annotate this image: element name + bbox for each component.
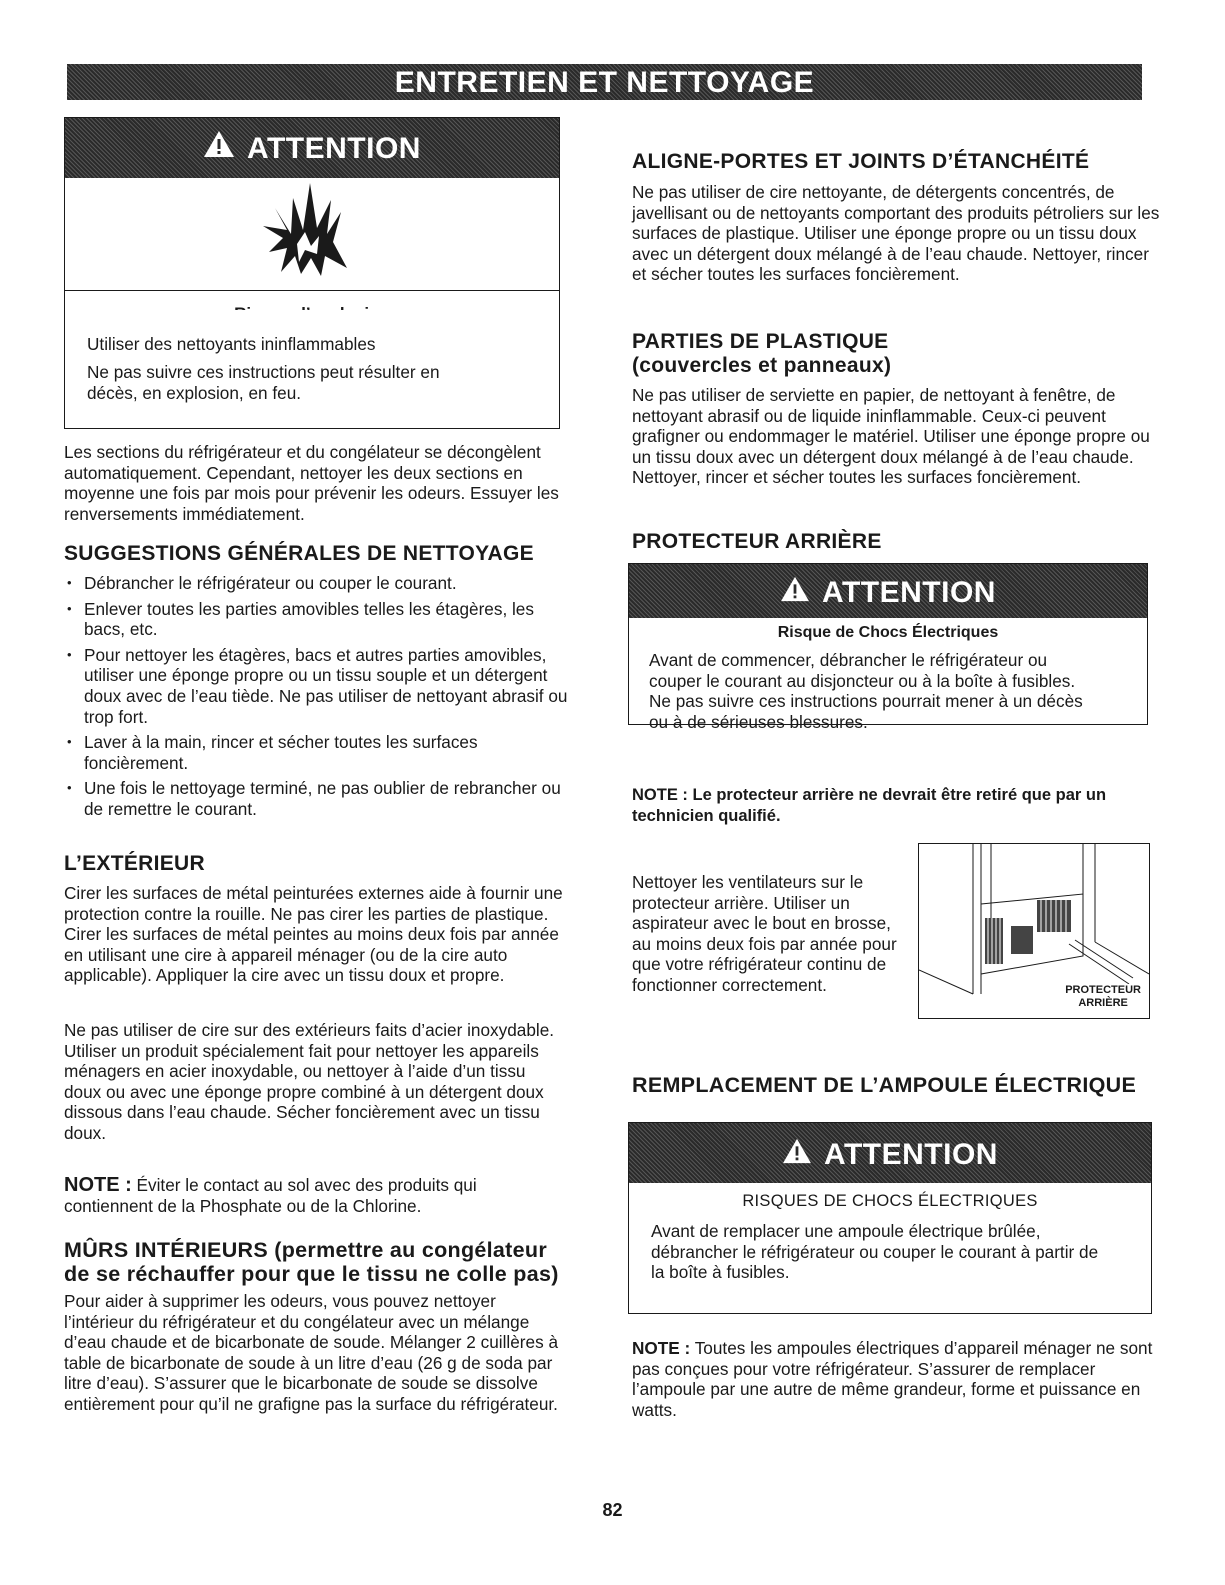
gaskets-heading: ALIGNE-PORTES ET JOINTS D’ÉTANCHÉITÉ	[632, 150, 1090, 173]
list-item: • Enlever toutes les parties amovibles telles les étagères, les bacs, etc.	[64, 599, 574, 640]
warning-header-text: ATTENTION	[822, 576, 996, 609]
warning-header	[65, 118, 559, 178]
exterior-note	[64, 1175, 564, 1216]
exterior-paragraph-1: Cirer les surfaces de métal peinturées externes aide à fournir une protection contre la rouille. Ne pas cirer les parties de plastique. Cirer les surfaces de métal peintes au moins deux fois par année en utilisant une cire à appareil ménager (ou de la cire auto applicable). Appliquer la cire avec un tissu doux et propre.	[64, 883, 563, 986]
warning-triangle-icon	[782, 1123, 812, 1187]
warning-text: Avant de remplacer une ampoule électrique brûlée, débrancher le réfrigérateur ou couper le courant à partir de la boîte à fusibles.	[651, 1221, 1099, 1283]
rear-heading: PROTECTEUR ARRIÈRE	[632, 530, 882, 553]
note-label: NOTE :	[632, 1338, 691, 1358]
explosion-warning-box	[64, 117, 560, 313]
general-list	[64, 573, 574, 825]
warning-triangle-icon	[203, 118, 235, 180]
walls-heading	[64, 1238, 604, 1286]
section-banner	[67, 64, 1142, 100]
plastic-heading-line1: PARTIES DE PLASTIQUE	[632, 330, 889, 353]
rear-guard-figure	[918, 843, 1150, 1019]
walls-heading-line2: de se réchauffer pour que le tissu ne colle pas)	[64, 1262, 559, 1286]
warning-header	[629, 564, 1147, 618]
warning-subtitle: RISQUES DE CHOCS ÉLECTRIQUES	[742, 1192, 1038, 1210]
exterior-paragraph-2: Ne pas utiliser de cire sur des extérieurs faits d’acier inoxydable. Utiliser un produit spécialement fait pour nettoyer les appareils ménagers en acier inoxydable, ou nettoyer à l’aide d’un tissu doux ou avec une éponge propre combiné à un détergent doux dissous dans l’eau chaude. Sécher foncièrement avec un tissu doux.	[64, 1020, 555, 1143]
warning-header	[629, 1123, 1151, 1183]
note-label: NOTE :	[64, 1174, 132, 1196]
plastic-paragraph: Ne pas utiliser de serviette en papier, de nettoyant à fenêtre, de nettoyant abrasif ou de liquide ininflammable. Ceux-ci peuvent grafigner ou endommager le matériel. Utiliser une éponge propre ou un tissu doux avec un détergent doux mélangé à de l’eau chaude. Nettoyer, rincer et sécher toutes les surfaces foncièrement.	[632, 385, 1150, 488]
shock-warning-box	[628, 563, 1148, 732]
figure-label-line1: PROTECTEUR	[1065, 984, 1141, 996]
figure-label-line2: ARRIÈRE	[1078, 997, 1128, 1009]
intro-paragraph: Les sections du réfrigérateur et du congélateur se décongèlent automatiquement. Cependant, nettoyer les deux sections en moyenne une fois par mois pour prévenir les odeurs. Essuyer les renversements immédiatement.	[64, 442, 559, 524]
bulb-warning-box	[628, 1122, 1152, 1314]
warning-header-text: ATTENTION	[247, 132, 421, 165]
figure-label	[1065, 984, 1141, 1010]
plastic-heading-line2: (couvercles et panneaux)	[632, 354, 892, 377]
general-heading: SUGGESTIONS GÉNÉRALES DE NETTOYAGE	[64, 542, 534, 565]
bulb-heading: REMPLACEMENT DE L’AMPOULE ÉLECTRIQUE	[632, 1073, 1137, 1097]
walls-paragraph: Pour aider à supprimer les odeurs, vous pouvez nettoyer l’intérieur du réfrigérateur et du congélateur avec un mélange d’eau chaude et de bicarbonate de soude. Mélanger 2 cuillères à table de bicarbonate de soude à un litre d’eau (26 g de soda par litre d’eau). S’assurer que le bicarbonate de soude se dissolve entièrement pour qu’il ne grafigne pas la surface du réfrigérateur.	[64, 1291, 559, 1414]
warning-text: Avant de commencer, débrancher le réfrigérateur ou couper le courant au disjoncteur ou à la boîte à fusibles. Ne pas suivre ces instructions pourrait mener à un décès ou à de sérieuses blessures.	[649, 650, 1083, 732]
warning-header-text: ATTENTION	[824, 1138, 998, 1171]
warning-triangle-icon	[780, 564, 810, 622]
rear-paragraph: Nettoyer les ventilateurs sur le protecteur arrière. Utiliser un aspirateur avec le bout en brosse, au moins deux fois par année pour que votre réfrigérateur continu de fonctionner correctement.	[632, 872, 897, 995]
explosion-warning-body	[64, 310, 560, 429]
banner-title: ENTRETIEN ET NETTOYAGE	[394, 66, 815, 99]
list-item: • Une fois le nettoyage terminé, ne pas oublier de rebrancher ou de remettre le courant.	[64, 778, 574, 819]
list-item: • Pour nettoyer les étagères, bacs et autres parties amovibles, utiliser une éponge propre ou un tissu souple et un détergent doux avec de l’eau tiède. Ne pas utiliser de nettoyant abrasif ou trop fort.	[64, 645, 574, 727]
exterior-heading: L’EXTÉRIEUR	[64, 852, 205, 875]
gaskets-paragraph: Ne pas utiliser de cire nettoyante, de détergents concentrés, de javellisant ou de nettoyants comportant des produits pétroliers sur les surfaces de plastique. Utiliser une éponge propre ou un tissu doux avec un détergent doux mélangé à de l’eau chaude. Nettoyer, rincer et sécher toutes les surfaces foncièrement.	[632, 182, 1160, 285]
page-number: 82	[602, 1500, 623, 1520]
walls-heading-line1: MÛRS INTÉRIEURS (permettre au congélateur	[64, 1238, 547, 1262]
list-item: • Laver à la main, rincer et sécher toutes les surfaces foncièrement.	[64, 732, 574, 773]
rear-note: NOTE : Le protecteur arrière ne devrait être retiré que par un technicien qualifié.	[632, 786, 1107, 825]
note-text: Éviter le contact au sol avec des produits qui contiennent de la Phosphate ou de la Chlorine.	[64, 1175, 477, 1216]
bulb-note	[632, 1338, 1172, 1420]
plastic-heading	[632, 330, 891, 378]
explosion-icon	[65, 178, 559, 291]
warning-line: Ne pas suivre ces instructions peut résulter en décès, en explosion, en feu.	[87, 362, 440, 403]
warning-line: Utiliser des nettoyants ininflammables	[87, 334, 376, 354]
list-item: • Débrancher le réfrigérateur ou couper le courant.	[64, 573, 574, 594]
note-text: Toutes les ampoules électriques d’appareil ménager ne sont pas conçues pour votre réfrigérateur. S’assurer de remplacer l’ampoule par une autre de même grandeur, forme et puissance en watts.	[632, 1338, 1153, 1420]
warning-subtitle: Risque de Chocs Électriques	[777, 624, 999, 641]
